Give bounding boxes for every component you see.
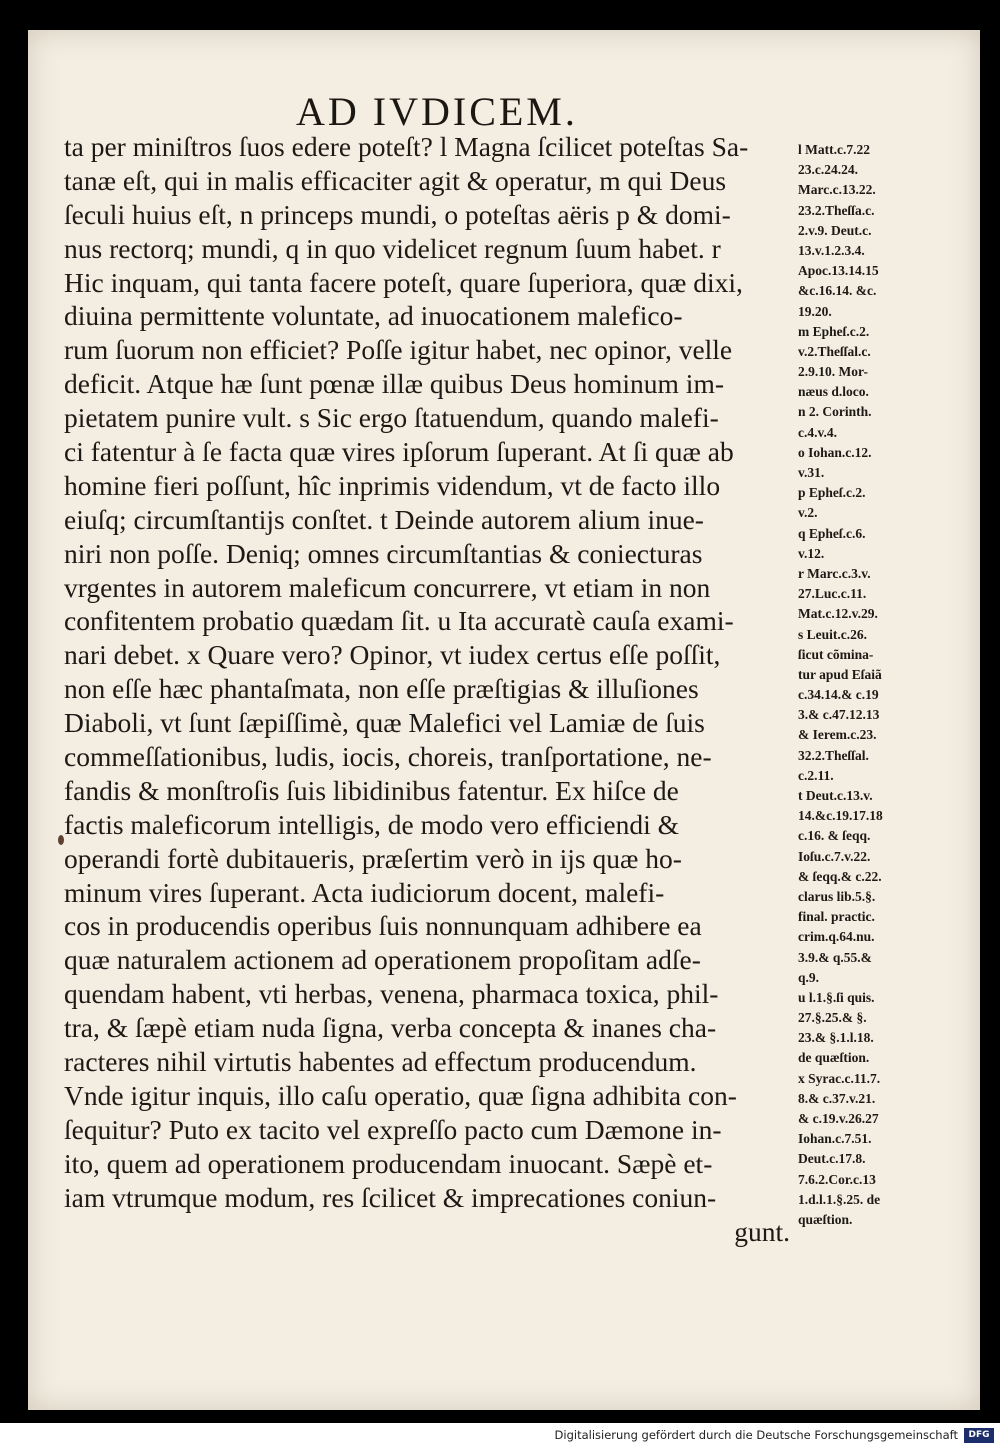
footer-credit: Digitalisierung gefördert durch die Deutsche Forschungsgemeinschaft: [554, 1428, 958, 1442]
marginal-note: 23.& §.1.l.18.: [798, 1030, 874, 1046]
text-line: tra, & ſæpè etiam nuda ſigna, verba concepta & inanes cha-: [64, 1012, 717, 1044]
marginal-note: final. practic.: [798, 909, 875, 925]
marginal-note: clarus lib.5.§.: [798, 888, 876, 904]
text-line: ta per miniſtros ſuos edere poteſt? l Magna ſcilicet poteſtas Sa-: [64, 131, 749, 162]
marginal-note: v.12.: [798, 545, 825, 561]
text-line: pietatem punire vult. s Sic ergo ſtatuendum, quando malefi-: [64, 402, 719, 434]
text-line: deficit. Atque hæ ſunt pœnæ illæ quibus Deus hominum im-: [64, 368, 724, 400]
body-text: [64, 130, 794, 1248]
text-line: confitentem probatio quædam ſit. u Ita accuratè cauſa exami-: [64, 605, 734, 637]
text-line: cos in producendis operibus ſuis nonnunquam adhibere ea: [64, 910, 702, 942]
text-line: vrgentes in autorem maleficum concurrere, vt etiam in non: [64, 571, 711, 603]
marginal-note: 1.d.l.1.§.25. de: [798, 1191, 881, 1207]
marginal-note: 32.2.Theſſal.: [798, 747, 869, 763]
marginal-note: Iohan.c.7.51.: [798, 1131, 872, 1147]
marginal-note: c.34.14.& c.19: [798, 687, 879, 703]
footer-bar: [0, 1423, 1000, 1449]
marginal-note: m Epheſ.c.2.: [798, 323, 870, 339]
text-line: ſeculi huius eſt, n princeps mundi, o poteſtas aëris p & domi-: [64, 198, 731, 230]
text-line: gunt.: [734, 1215, 790, 1247]
text-line: homine fieri poſſunt, hîc inprimis videndum, vt de facto illo: [64, 469, 721, 501]
marginal-note: Mat.c.12.v.29.: [798, 606, 878, 622]
marginal-note: c.16. & ſeqq.: [798, 828, 871, 844]
marginal-note: n 2. Corinth.: [798, 404, 872, 420]
marginal-note: 8.& c.37.v.21.: [798, 1090, 876, 1106]
marginal-note: næus d.loco.: [798, 384, 869, 400]
ink-stain: [58, 835, 64, 845]
book-page: [28, 30, 980, 1410]
text-line: Vnde igitur inquis, illo caſu operatio, quæ ſigna adhibita con-: [64, 1079, 737, 1111]
text-line: factis maleficorum intelligis, de modo vero efficiendi &: [64, 808, 680, 840]
marginal-note: p Epheſ.c.2.: [798, 485, 866, 501]
marginal-note: 27.§.25.& §.: [798, 1010, 867, 1026]
text-line: quendam habent, vti herbas, venena, pharmaca toxica, phil-: [64, 978, 719, 1010]
scan-viewer-frame: [8, 8, 992, 1423]
marginal-note: 19.20.: [798, 303, 832, 319]
text-line: nari debet. x Quare vero? Opinor, vt iudex certus eſſe poſſit,: [64, 639, 721, 671]
text-line: diuina permittente voluntate, ad inuocationem malefico-: [64, 300, 683, 332]
marginal-note: 14.&c.19.17.18: [798, 808, 883, 824]
marginal-note: tur apud Eſaiã: [798, 666, 882, 682]
text-line: nus rectorq; mundi, q in quo videlicet regnum ſuum habet. r: [64, 232, 721, 264]
marginal-note: 2.9.10. Mor-: [798, 364, 868, 380]
dfg-logo: DFG: [964, 1428, 994, 1443]
marginal-note: 3.9.& q.55.&: [798, 949, 872, 965]
marginal-note: Marc.c.13.22.: [798, 182, 876, 198]
marginal-note: c.4.v.4.: [798, 424, 837, 440]
marginal-note: 23.c.24.24.: [798, 162, 858, 178]
text-line: Hic inquam, qui tanta facere poteſt, quare ſuperiora, quæ dixi,: [64, 266, 743, 298]
marginal-note: c.2.11.: [798, 767, 834, 783]
marginal-note: 23.2.Theſſa.c.: [798, 202, 875, 218]
marginal-note: Deut.c.17.8.: [798, 1151, 866, 1167]
text-line: tanæ eſt, qui in malis efficaciter agit & operatur, m qui Deus: [64, 164, 727, 196]
marginal-note: u l.1.§.ſi quis.: [798, 989, 875, 1005]
text-line: ci fatentur à ſe facta quæ vires ipſorum ſuperant. At ſi quæ ab: [64, 436, 734, 468]
text-line: Diaboli, vt ſunt ſæpiſſimè, quæ Malefici vel Lamiæ de ſuis: [64, 707, 705, 739]
marginal-note: Ioſu.c.7.v.22.: [798, 848, 871, 864]
marginal-note: 2.v.9. Deut.c.: [798, 222, 872, 238]
marginal-note: ſicut cõmina-: [798, 646, 874, 662]
marginal-note: v.2.Theſſal.c.: [798, 343, 871, 359]
marginal-note: 13.v.1.2.3.4.: [798, 242, 865, 258]
marginal-note: crim.q.64.nu.: [798, 929, 875, 945]
marginal-note: q Epheſ.c.6.: [798, 525, 866, 541]
marginal-notes: [798, 140, 973, 1230]
marginal-note: & ſeqq.& c.22.: [798, 868, 882, 884]
marginal-note: Apoc.13.14.15: [798, 263, 879, 279]
marginal-note: & Ierem.c.23.: [798, 727, 877, 743]
marginal-note: l Matt.c.7.22: [798, 142, 870, 157]
marginal-note: o Iohan.c.12.: [798, 444, 872, 460]
text-line: iam vtrumque modum, res ſcilicet & imprecationes coniun-: [64, 1181, 717, 1213]
marginal-note: quæſtion.: [798, 1211, 853, 1227]
text-line: operandi fortè dubitaueris, præſertim verò in ijs quæ ho-: [64, 842, 682, 874]
running-head: AD IVDICEM.: [296, 89, 578, 134]
marginal-note: r Marc.c.3.v.: [798, 565, 871, 581]
marginal-note: &c.16.14. &c.: [798, 283, 877, 299]
text-line: racteres nihil virtutis habentes ad effectum producendum.: [64, 1046, 697, 1078]
marginal-note: t Deut.c.13.v.: [798, 788, 873, 803]
text-line: minum vires ſuperant. Acta iudiciorum docent, malefi-: [64, 876, 665, 908]
marginal-note: v.2.: [798, 505, 818, 521]
text-line: quæ naturalem actionem ad operationem propoſitam adſe-: [64, 944, 701, 976]
marginal-note: x Syrac.c.11.7.: [798, 1070, 881, 1086]
marginal-note: 27.Luc.c.11.: [798, 586, 867, 602]
text-line: fandis & monſtroſis ſuis libidinibus fatentur. Ex hiſce de: [64, 774, 679, 806]
text-line: eiuſq; circumſtantijs conſtet. t Deinde autorem alium inue-: [64, 503, 704, 535]
marginal-note: 3.& c.47.12.13: [798, 707, 880, 723]
marginal-note: 7.6.2.Cor.c.13: [798, 1171, 876, 1187]
text-line: niri non poſſe. Deniq; omnes circumſtantias & coniecturas: [64, 537, 703, 569]
marginal-note: & c.19.v.26.27: [798, 1111, 879, 1126]
marginal-note: v.31.: [798, 465, 825, 480]
text-line: rum ſuorum non efficiet? Poſſe igitur habet, nec opinor, velle: [64, 334, 733, 366]
marginal-note: s Leuit.c.26.: [798, 626, 867, 642]
marginal-note: de quæſtion.: [798, 1050, 870, 1066]
text-line: non eſſe hæc phantaſmata, non eſſe præſtigias & illuſiones: [64, 673, 699, 705]
text-line: commeſſationibus, ludis, iocis, choreis, tranſportatione, ne-: [64, 741, 712, 773]
marginal-note: q.9.: [798, 969, 820, 985]
text-line: ſequitur? Puto ex tacito vel expreſſo pacto cum Dæmone in-: [64, 1113, 722, 1145]
text-line: ito, quem ad operationem producendam inuocant. Sæpè et-: [64, 1147, 713, 1179]
